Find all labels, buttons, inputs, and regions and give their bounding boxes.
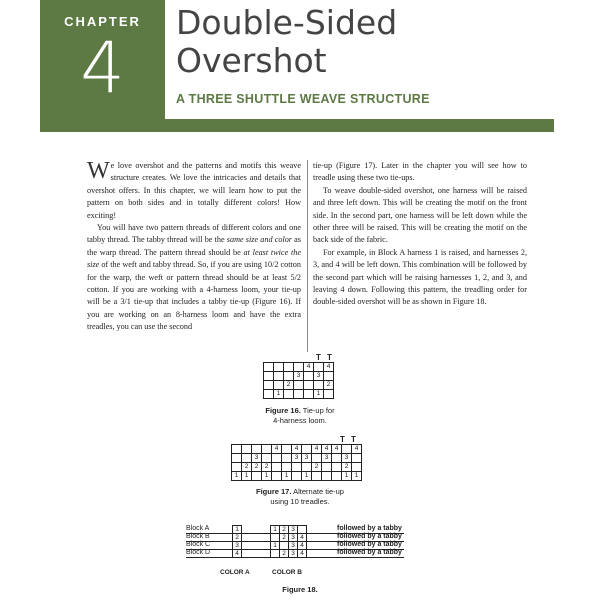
color-a-cell: 4 [232, 549, 242, 558]
grid-cell [292, 463, 302, 472]
caption-text: Tie-up for [302, 406, 335, 415]
grid-cell: 1 [274, 390, 284, 399]
text-column-right [307, 160, 527, 352]
caption-text: Alternate tie-up [293, 487, 344, 496]
grid-cell [322, 472, 332, 481]
grid-cell [282, 445, 292, 454]
tabby-note: followed by a tabby [337, 549, 402, 556]
color-b-label: COLOR B [272, 569, 302, 576]
grid-cell [302, 445, 312, 454]
tabby-mark: T [351, 435, 356, 444]
grid-cell [294, 363, 304, 372]
tabby-mark: T [340, 435, 345, 444]
caption-label: Figure 16. [265, 406, 301, 415]
grid-cell [232, 463, 242, 472]
title-line-1: Double-Sided [176, 3, 398, 42]
grid-cell [232, 445, 242, 454]
grid-cell: 3 [322, 454, 332, 463]
grid-cell: 3 [314, 372, 324, 381]
grid-cell [332, 472, 342, 481]
figure-17-tieup-grid [231, 444, 362, 481]
grid-cell [292, 472, 302, 481]
grid-cell [312, 454, 322, 463]
grid-cell [264, 381, 274, 390]
grid-cell [304, 381, 314, 390]
color-b-cell: 1 [270, 541, 280, 550]
chapter-title [176, 4, 397, 80]
grid-cell [232, 454, 242, 463]
grid-cell: 1 [342, 472, 352, 481]
grid-cell: 1 [352, 472, 362, 481]
grid-cell: 1 [314, 390, 324, 399]
color-b-cell: 3 [288, 549, 298, 558]
grid-cell [264, 372, 274, 381]
color-b-cell: 1 [270, 525, 280, 534]
grid-cell [342, 445, 352, 454]
grid-cell [324, 390, 334, 399]
emphasis-text: same size and color [226, 235, 292, 245]
color-b-cell: 3 [288, 525, 298, 534]
grid-row [264, 381, 334, 390]
color-b-cell: 3 [288, 533, 298, 542]
grid-cell: 3 [252, 454, 262, 463]
grid-row [264, 390, 334, 399]
grid-cell [242, 454, 252, 463]
grid-cell [304, 390, 314, 399]
grid-cell [262, 445, 272, 454]
tabby-note: followed by a tabby [337, 541, 402, 548]
grid-cell [282, 463, 292, 472]
grid-cell [274, 381, 284, 390]
color-a-cell: 2 [232, 533, 242, 542]
title-line-2: Overshot [176, 41, 327, 80]
grid-cell: 2 [312, 463, 322, 472]
grid-cell: 3 [302, 454, 312, 463]
paragraph-method: To weave double-sided overshot, one harness will be raised and three left down. This will be creating the motif on the front side. In the second part, one harness will be left down while the other three will be raised. This will be creating the motif on the back side of the fabric. [313, 185, 527, 245]
grid-cell [284, 390, 294, 399]
paragraph-text: as the warp thread. The pattern thread should be [87, 235, 301, 257]
grid-cell [264, 390, 274, 399]
grid-cell: 4 [292, 445, 302, 454]
figure-17-caption [230, 487, 370, 507]
chapter-number: 4 [80, 27, 125, 109]
paragraph-threads [87, 222, 301, 334]
chapter-word: CHAPTER [64, 14, 141, 29]
caption-label: Figure 17. [256, 487, 292, 496]
tabby-note: followed by a tabby [337, 525, 402, 532]
grid-cell [284, 372, 294, 381]
grid-cell [314, 381, 324, 390]
color-b-cell: 4 [297, 533, 307, 542]
grid-row [232, 454, 362, 463]
paragraph-text: You will have two pattern threads of different colors and one tabby thread. The tabby thread will be the [87, 223, 301, 245]
grid-cell: 4 [324, 363, 334, 372]
grid-cell [324, 372, 334, 381]
caption-text: using 10 treadles. [270, 497, 330, 506]
header-accent-bar [165, 119, 554, 132]
row-divider [186, 557, 404, 558]
grid-cell: 2 [252, 463, 262, 472]
grid-cell [294, 381, 304, 390]
color-a-cell: 1 [232, 525, 242, 534]
figure-16-caption [240, 406, 360, 426]
grid-row [264, 372, 334, 381]
grid-cell [352, 454, 362, 463]
grid-cell: 4 [332, 445, 342, 454]
grid-cell [272, 454, 282, 463]
grid-cell: 2 [342, 463, 352, 472]
grid-cell: 2 [284, 381, 294, 390]
block-label: Block D [186, 549, 211, 556]
color-b-cell: 3 [288, 541, 298, 550]
grid-cell [284, 363, 294, 372]
grid-cell: 4 [352, 445, 362, 454]
grid-row [232, 472, 362, 481]
emphasis-text: at least twice the size [87, 247, 301, 270]
grid-cell [262, 454, 272, 463]
grid-cell: 4 [322, 445, 332, 454]
color-b-cell: 2 [279, 525, 289, 534]
grid-cell: 4 [304, 363, 314, 372]
block-label: Block B [186, 533, 210, 540]
paragraph-text: e love overshot and the patterns and motifs this weave structure creates. We love the intricacies and details that overshot offers. In this chapter, we will learn how to put the pattern on both sides and in totally different colors! How exciting! [87, 161, 301, 220]
grid-cell: 1 [262, 472, 272, 481]
grid-cell: 1 [242, 472, 252, 481]
grid-cell: 4 [272, 445, 282, 454]
color-b-cell: 4 [297, 549, 307, 558]
grid-cell: 2 [262, 463, 272, 472]
tabby-mark: T [316, 353, 321, 362]
grid-cell [294, 390, 304, 399]
grid-cell [332, 463, 342, 472]
paragraph-continued: tie-up (Figure 17). Later in the chapter you will see how to treadle using these two tie-ups. [313, 161, 527, 183]
text-column-left [87, 160, 301, 334]
color-a-cell: 3 [232, 541, 242, 550]
color-b-cell: 4 [297, 541, 307, 550]
color-a-label: COLOR A [220, 569, 250, 576]
grid-cell [302, 463, 312, 472]
grid-cell [274, 363, 284, 372]
figure-18-caption: Figure 18. [282, 585, 318, 594]
grid-cell [312, 472, 322, 481]
chapter-subtitle: A THREE SHUTTLE WEAVE STRUCTURE [176, 92, 430, 106]
grid-row [232, 463, 362, 472]
paragraph-intro [87, 160, 301, 222]
paragraph-example: For example, in Block A harness 1 is raised, and harnesses 2, 3, and 4 will be left down. This combination will be followed by the second part which will be raising harnesses 1, 2, and 3, and leaving 4 down. Following this pattern, the treadling order for double-sided overshot will be as shown in Figure 18. [313, 247, 527, 307]
grid-cell [282, 454, 292, 463]
grid-cell: 2 [242, 463, 252, 472]
grid-cell [274, 372, 284, 381]
grid-cell [352, 463, 362, 472]
caption-text: 4-harness loom. [273, 416, 327, 425]
tabby-mark: T [327, 353, 332, 362]
grid-cell: 2 [324, 381, 334, 390]
grid-cell: 1 [232, 472, 242, 481]
drop-cap: W [87, 158, 110, 184]
grid-cell [264, 363, 274, 372]
grid-cell [272, 463, 282, 472]
color-b-cell: 2 [279, 533, 289, 542]
grid-cell: 1 [302, 472, 312, 481]
paragraph-text: of the weft and tabby thread. So, if you are using 10/2 cotton for the warp, the weft or pattern thread should be at least 5/2 cotton. If you are working with a 4-harness loom, your tie-up will be a 3/1 tie-up that includes a tabby tie-up (Figure 16). If you are working on an 8-harness loom and have the extra treadles, you can use the second [87, 260, 301, 332]
grid-cell: 3 [292, 454, 302, 463]
grid-cell [252, 472, 262, 481]
grid-cell [252, 445, 262, 454]
grid-cell: 1 [282, 472, 292, 481]
color-b-cell: 2 [279, 549, 289, 558]
grid-row [232, 445, 362, 454]
grid-cell [272, 472, 282, 481]
grid-cell: 4 [312, 445, 322, 454]
grid-cell [332, 454, 342, 463]
block-label: Block C [186, 541, 211, 548]
grid-cell: 3 [342, 454, 352, 463]
grid-cell [304, 372, 314, 381]
grid-cell: 3 [294, 372, 304, 381]
grid-cell [322, 463, 332, 472]
block-label: Block A [186, 525, 210, 532]
grid-row [264, 363, 334, 372]
grid-cell [242, 445, 252, 454]
tabby-note: followed by a tabby [337, 533, 402, 540]
grid-cell [314, 363, 324, 372]
figure-16-tieup-grid [263, 362, 334, 399]
